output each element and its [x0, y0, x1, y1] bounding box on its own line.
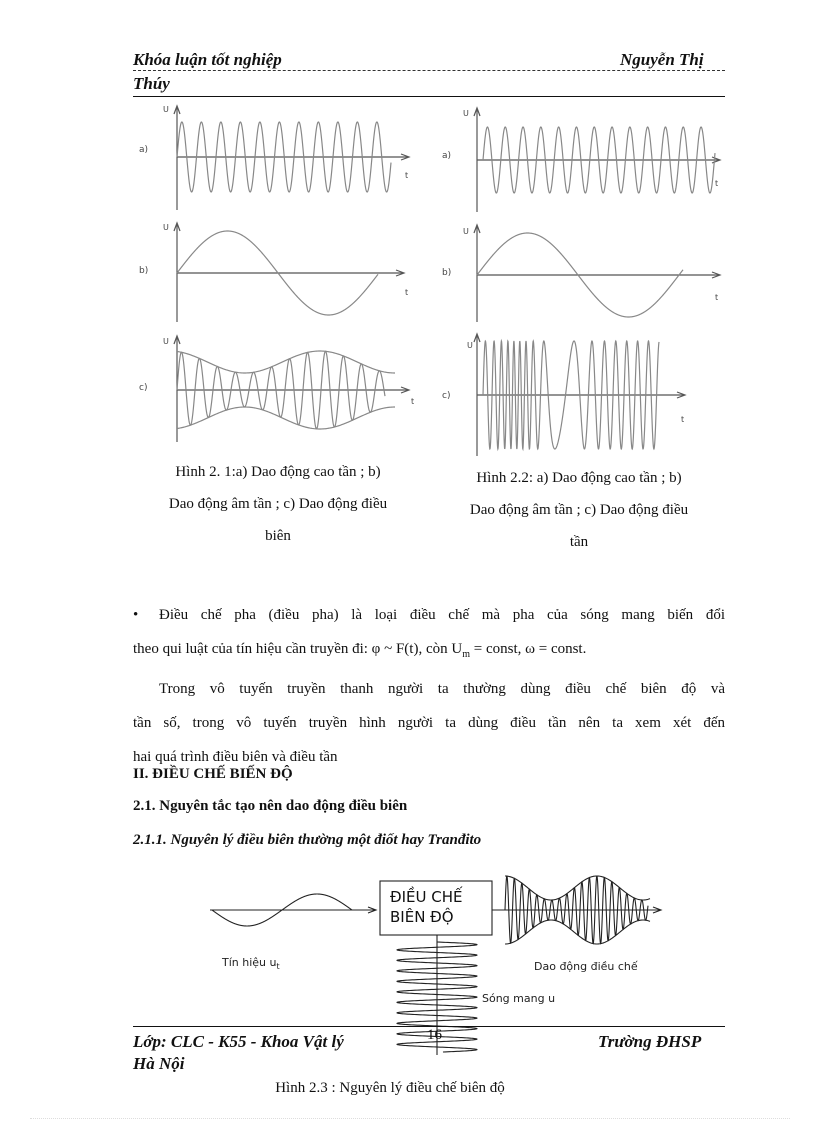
- page-number: 16: [427, 1027, 442, 1043]
- box-line1: ĐIỀU CHẾ: [390, 888, 463, 906]
- fig21-caption-line3: biên: [265, 528, 291, 544]
- bullet-tail: = const, ω = const.: [469, 641, 587, 657]
- fig22-label-b: b): [442, 268, 452, 278]
- diagram-caption: Hình 2.3 : Nguyên lý điều chế biên độ: [275, 1080, 505, 1096]
- fig22-caption-line2: Dao động âm tần ; c) Dao động điều: [469, 502, 689, 518]
- header-left: Khóa luận tốt nghiệp: [133, 50, 282, 69]
- fig21-t-b: t: [405, 288, 409, 297]
- footer-left: Lớp: CLC - K55 - Khoa Vật lý: [133, 1032, 344, 1051]
- para-line3: hai quá trình điều biên và điều tần: [133, 749, 338, 765]
- fig22-u-c: U: [467, 341, 473, 350]
- heading-2-1: 2.1. Nguyên tắc tạo nên dao động điều biên: [133, 798, 408, 814]
- fig22-t-a: t: [715, 179, 719, 188]
- figure-2-2: [437, 100, 727, 465]
- fig22-t-b: t: [715, 293, 719, 302]
- header-right: Nguyễn Thị: [620, 50, 704, 69]
- header-rule: [133, 96, 725, 97]
- para-line1: Trong vô tuyến truyền thanh người ta thường dùng điều chế biên độ và: [159, 681, 725, 697]
- bullet-sub: m: [462, 649, 470, 660]
- bullet-line2: theo qui luật của tín hiệu cần truyền đi: φ ~ F(t), còn U: [133, 641, 463, 657]
- fig21-u-c: U: [163, 337, 169, 346]
- fig21-t-a: t: [405, 171, 409, 180]
- carrier-label: Sóng mang u: [482, 992, 556, 1005]
- box-line2: BIÊN ĐỘ: [390, 908, 454, 926]
- fig21-label-a: a): [139, 145, 149, 155]
- fig22-label-a: a): [442, 151, 452, 161]
- fig22-u-a: U: [463, 109, 469, 118]
- body-text: [133, 598, 725, 774]
- fig21-caption-line2: Dao động âm tần ; c) Dao động điều: [168, 496, 388, 512]
- footer-right: Trường ĐHSP: [598, 1032, 702, 1051]
- fig22-caption-line1: Hình 2.2: a) Dao động cao tần ; b): [476, 470, 682, 486]
- header-line2: Thúy: [133, 74, 170, 93]
- bullet-line1: Điều chế pha (điều pha) là loại điều chế mà pha của sóng mang biến đổi: [159, 607, 725, 623]
- figure-2-1: [133, 100, 423, 460]
- fig22-u-b: U: [463, 227, 469, 236]
- heading-2-1-1: 2.1.1. Nguyên lý điều biên thường một điốt hay Tranđito: [133, 832, 482, 848]
- para-line2: tần số, trong vô tuyến truyền hình người ta dùng điều tần nên ta xem xét đến: [133, 715, 725, 731]
- fig22-t-c: t: [681, 415, 685, 424]
- page-edge: [30, 1118, 790, 1119]
- figure-2-1-caption: [133, 456, 423, 552]
- fig21-u-b: U: [163, 223, 169, 232]
- fig22-label-c: c): [442, 391, 451, 401]
- fig21-label-b: b): [139, 266, 149, 276]
- footer-line2: Hà Nội: [133, 1054, 185, 1073]
- fig21-u-a: U: [163, 105, 169, 114]
- fig21-t-c: t: [411, 397, 415, 406]
- signal-label: Tín hiệu $u_t$: [222, 956, 280, 971]
- fig22-caption-line3: tần: [569, 534, 589, 550]
- bullet-dot: •: [133, 607, 139, 623]
- heading-section-2: II. ĐIỀU CHẾ BIẾN ĐỘ: [133, 766, 293, 782]
- fig21-label-c: c): [139, 383, 148, 393]
- header-dashed-line: [133, 70, 725, 71]
- output-label: Dao động điều chế: [534, 960, 638, 973]
- figure-2-2-caption: [435, 462, 723, 558]
- fig21-caption-line1: Hình 2. 1:a) Dao động cao tần ; b): [175, 464, 381, 480]
